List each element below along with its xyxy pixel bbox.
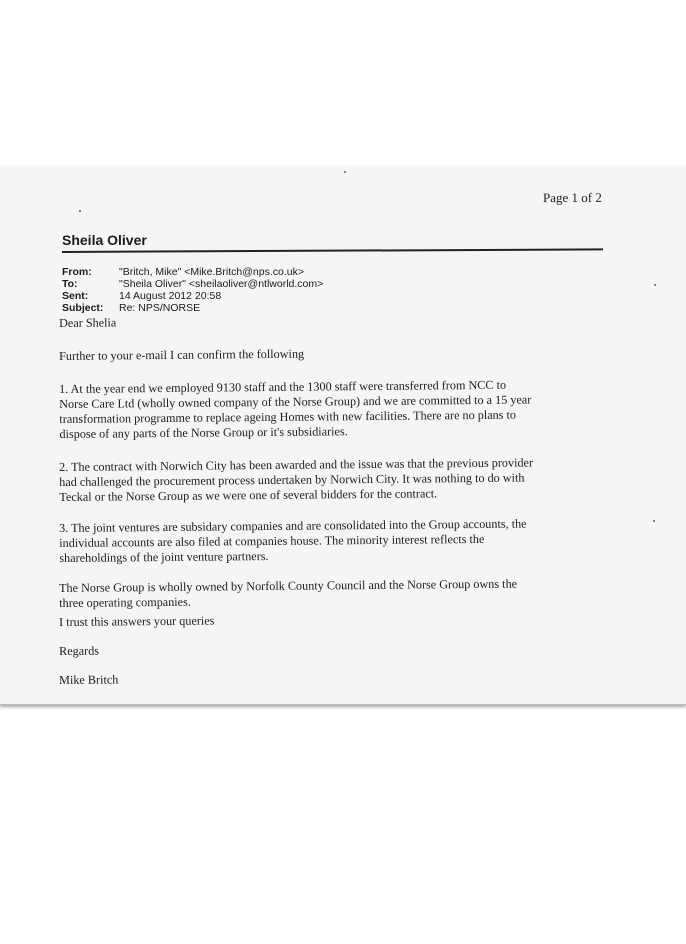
sent-value: 14 August 2012 20:58 bbox=[119, 290, 222, 302]
paragraph-line: Norse Care Ltd (wholly owned company of the Norse Group) and we are committed to a 15 year bbox=[59, 392, 532, 411]
from-label: From: bbox=[62, 266, 92, 278]
paragraph-line: 1. At the year end we employed 9130 staff and the 1300 staff were transferred from NCC to bbox=[59, 377, 507, 396]
paragraph-line: had challenged the procurement process undertaken by Norwich City. It was nothing to do with bbox=[59, 470, 525, 489]
paragraph-line: The Norse Group is wholly owned by Norfolk County Council and the Norse Group owns the bbox=[59, 576, 518, 595]
intro-line: Further to your e-mail I can confirm the following bbox=[59, 346, 305, 363]
page-number: Page 1 of 2 bbox=[542, 189, 602, 206]
greeting: Dear Shelia bbox=[59, 315, 117, 330]
paragraph-line: Teckal or the Norse Group as we were one of several bidders for the contract. bbox=[59, 486, 438, 504]
scan-speck bbox=[653, 520, 655, 522]
paragraph-line: 2. The contract with Norwich City has been awarded and the issue was that the previous provider bbox=[59, 455, 534, 474]
from-row bbox=[62, 266, 304, 278]
scan-speck bbox=[654, 284, 656, 286]
to-row bbox=[62, 278, 323, 290]
paragraph-4 bbox=[59, 577, 517, 611]
subject-label: Subject: bbox=[62, 302, 104, 314]
paragraph-3 bbox=[59, 517, 527, 566]
paragraph-line: 3. The joint ventures are subsidary companies and are consolidated into the Group accounts, the bbox=[59, 516, 527, 535]
paragraph-line: three operating companies. bbox=[59, 594, 191, 610]
signature: Mike Britch bbox=[59, 672, 119, 687]
paragraph-line: individual accounts are also filed at companies house. The minority interest reflects the bbox=[59, 531, 485, 550]
subject-value: Re: NPS/NORSE bbox=[119, 302, 201, 314]
to-label: To: bbox=[62, 278, 78, 290]
paragraph-line: shareholdings of the joint venture partners. bbox=[59, 548, 269, 565]
subject-row bbox=[62, 302, 200, 314]
regards-line: Regards bbox=[59, 643, 100, 658]
sender-name: Sheila Oliver bbox=[62, 232, 147, 248]
to-value: "Sheila Oliver" <sheilaoliver@ntlworld.com> bbox=[119, 278, 324, 290]
sent-row bbox=[62, 290, 221, 302]
paragraph-line: transformation programme to replace ageing Homes with new facilities. There are no plans to bbox=[59, 407, 517, 426]
scan-speck bbox=[344, 171, 346, 173]
paragraph-1 bbox=[59, 377, 532, 442]
closing-line: I trust this answers your queries bbox=[59, 613, 215, 629]
paragraph-2 bbox=[59, 455, 533, 505]
from-value: "Britch, Mike" <Mike.Britch@nps.co.uk> bbox=[119, 266, 305, 278]
sent-label: Sent: bbox=[62, 290, 89, 302]
scan-speck bbox=[79, 210, 81, 212]
paragraph-line: dispose of any parts of the Norse Group or it's subsidiaries. bbox=[59, 424, 348, 441]
